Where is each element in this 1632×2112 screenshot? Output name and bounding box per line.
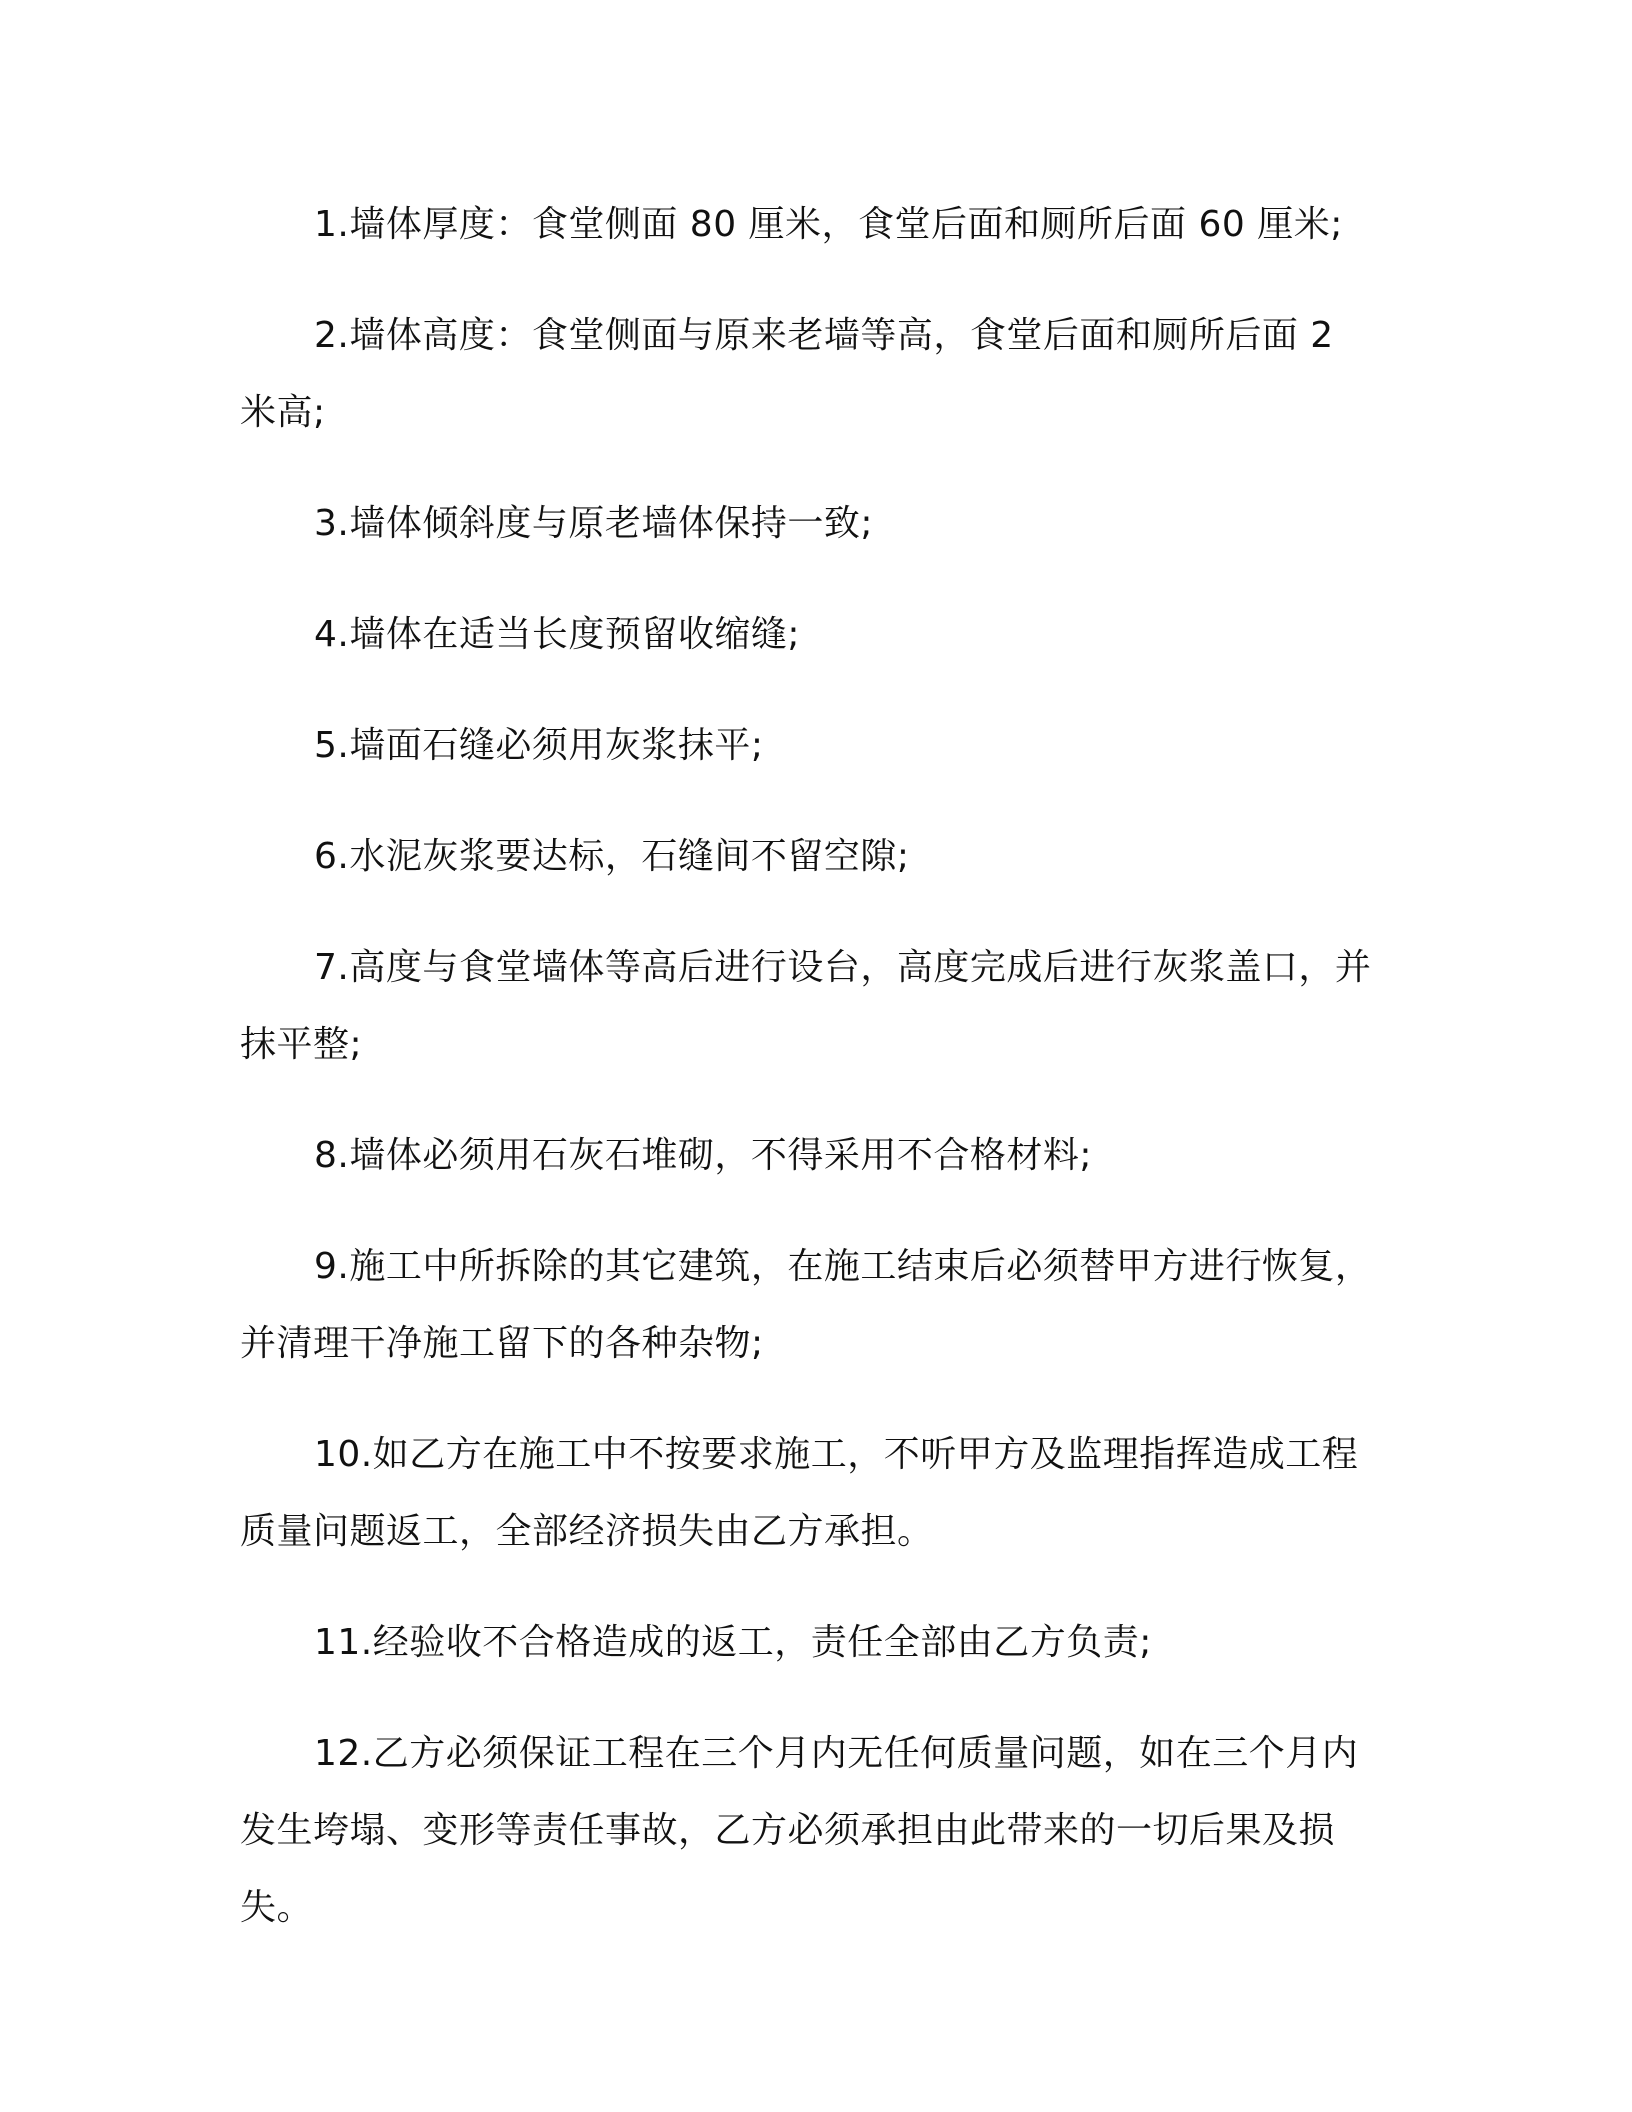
clause-1: 1.墙体厚度：食堂侧面 80 厘米，食堂后面和厕所后面 60 厘米; [314,204,1343,245]
clause-10: 10.如乙方在施工中不按要求施工，不听甲方及监理指挥造成工程质量问题返工，全部经济损失由乙方承担。 [240,1434,1359,1552]
document-body [240,186,1382,1980]
clause-9: 9.施工中所拆除的其它建筑，在施工结束后必须替甲方进行恢复，并清理干净施工留下的各种杂物; [240,1246,1372,1364]
clause-6: 6.水泥灰浆要达标，石缝间不留空隙; [314,836,910,877]
clause-2: 2.墙体高度：食堂侧面与原来老墙等高，食堂后面和厕所后面 2 米高; [240,315,1334,433]
clause-11: 11.经验收不合格造成的返工，责任全部由乙方负责; [314,1622,1152,1663]
clause-12: 12.乙方必须保证工程在三个月内无任何质量问题，如在三个月内发生垮塌、变形等责任事故，乙方必须承担由此带来的一切后果及损失。 [240,1733,1359,1928]
clause-5: 5.墙面石缝必须用灰浆抹平; [314,725,764,766]
clause-4: 4.墙体在适当长度预留收缩缝; [314,614,800,655]
clause-8: 8.墙体必须用石灰石堆砌，不得采用不合格材料; [314,1135,1092,1176]
clause-7: 7.高度与食堂墙体等高后进行设台，高度完成后进行灰浆盖口，并抹平整; [240,947,1372,1065]
clause-3: 3.墙体倾斜度与原老墙体保持一致; [314,503,873,544]
